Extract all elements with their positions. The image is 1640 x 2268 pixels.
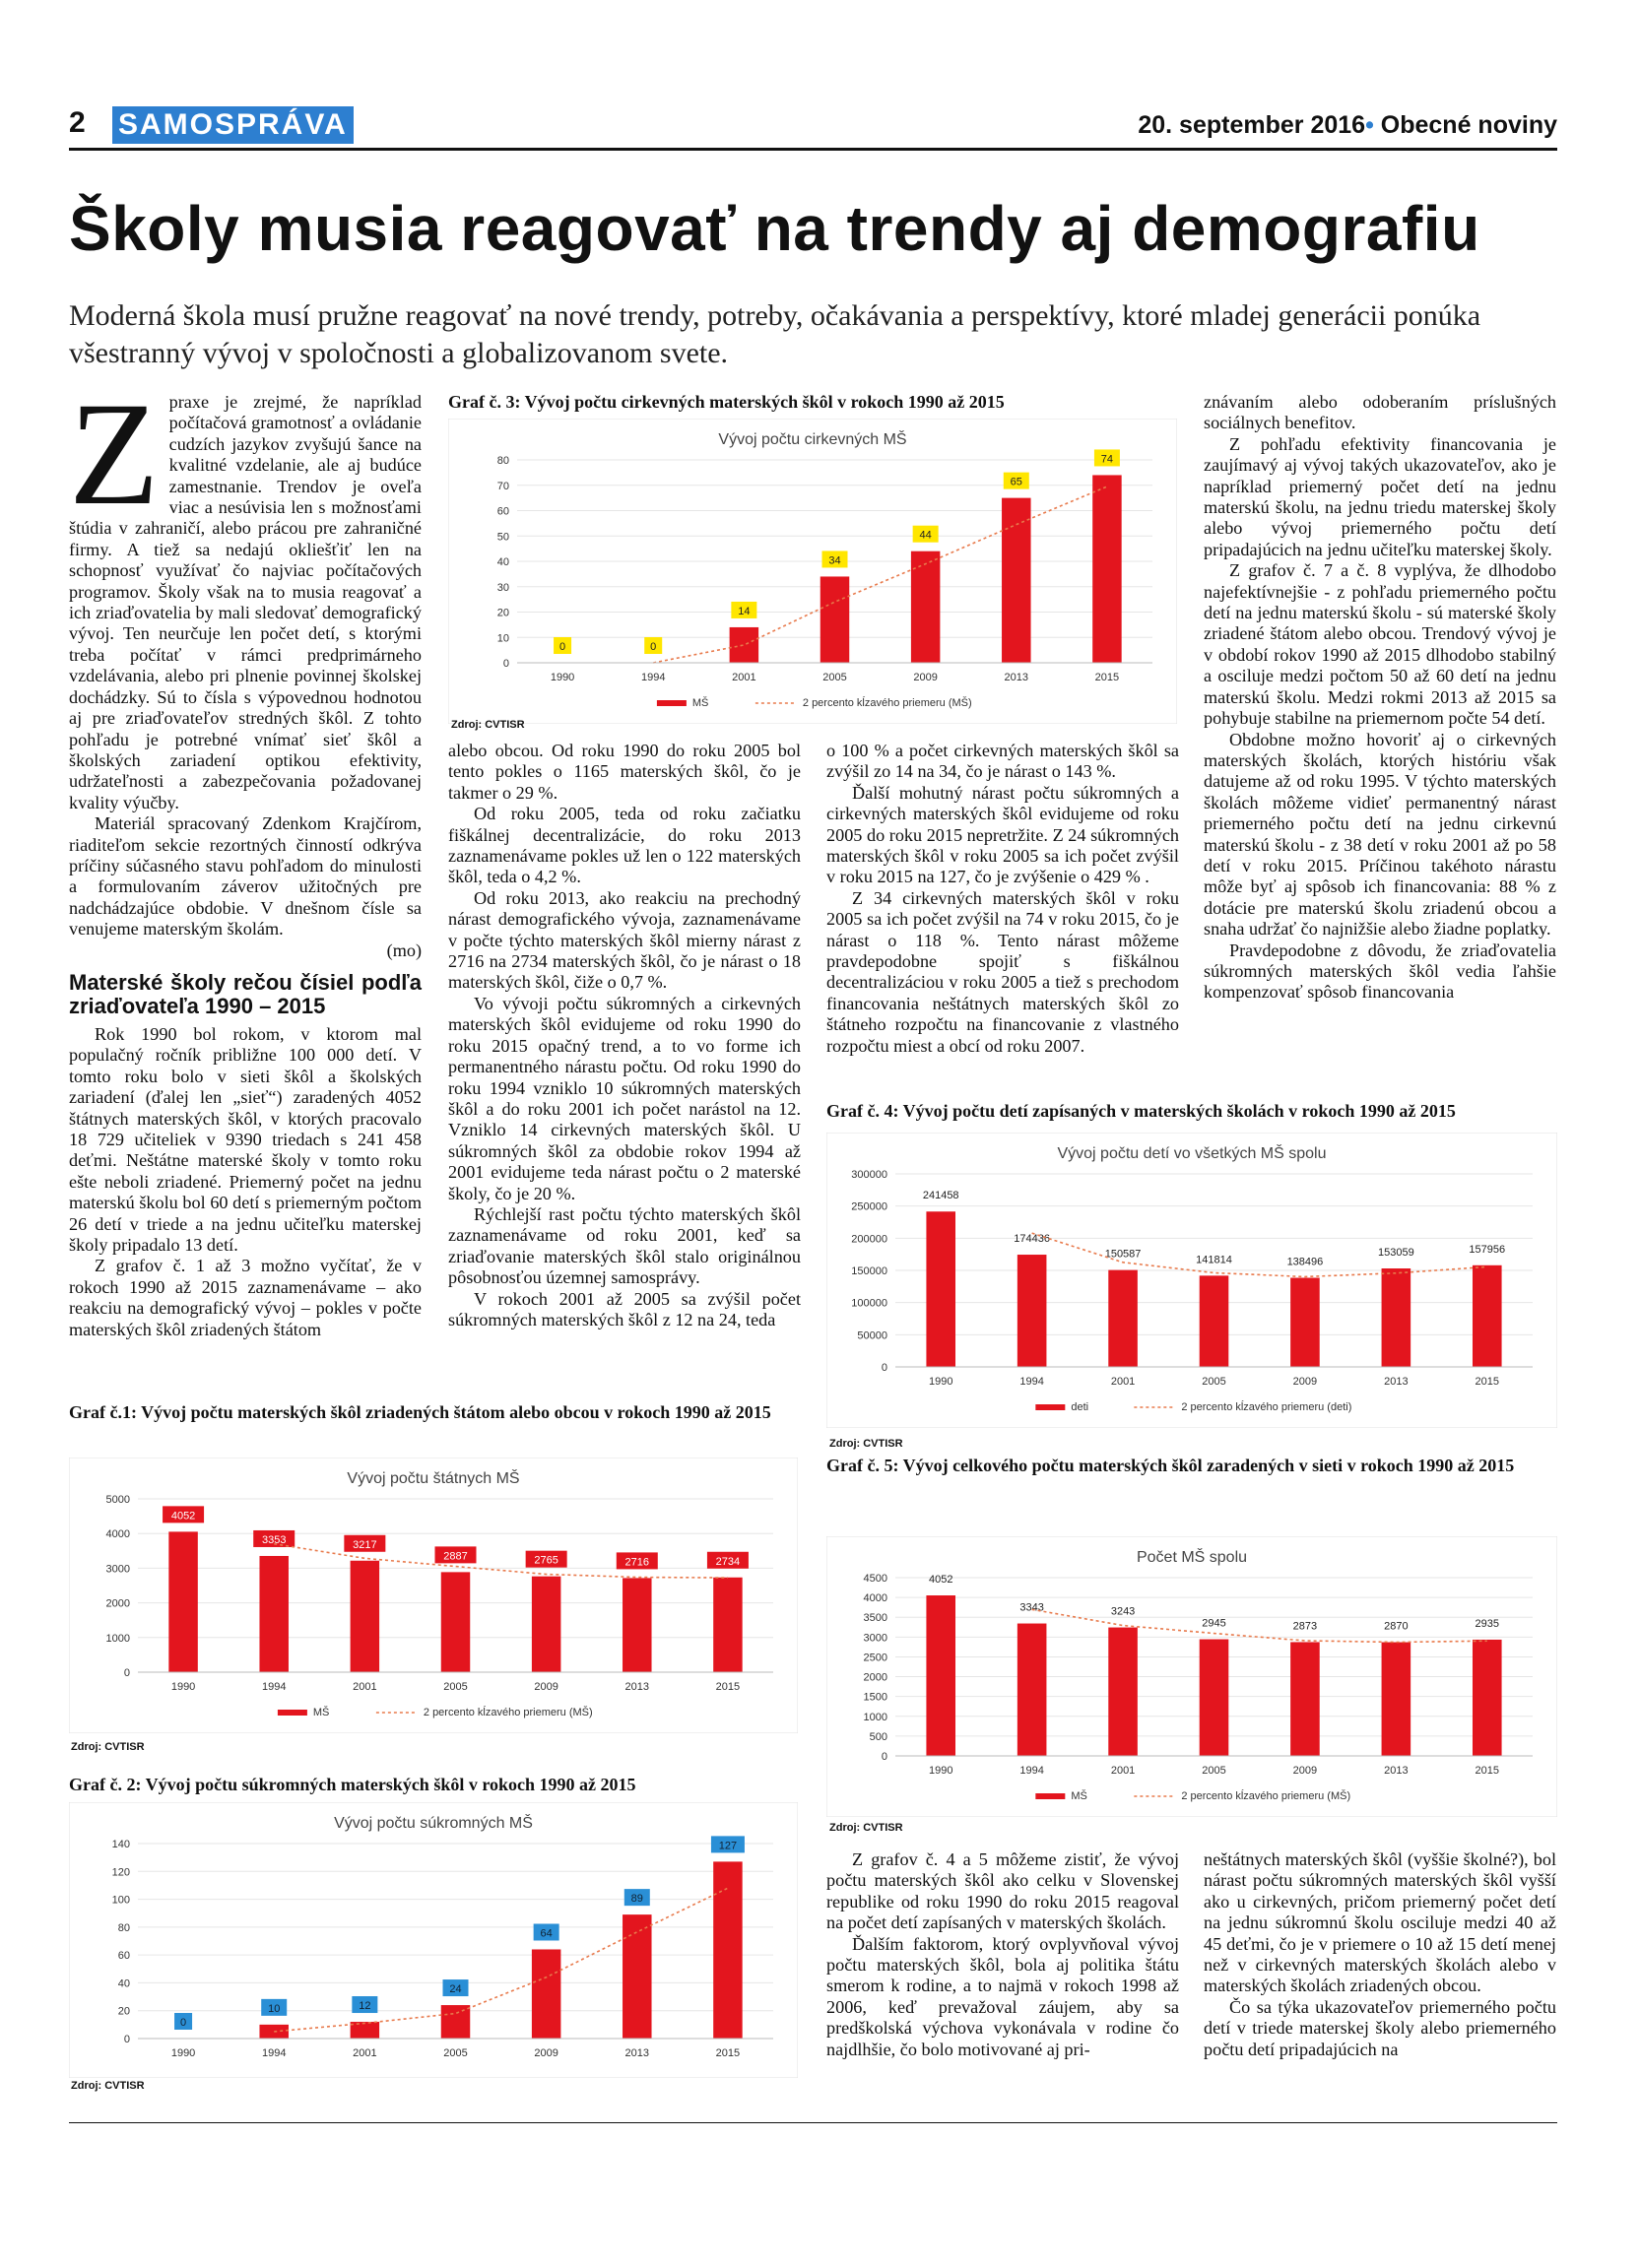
data-label: 174436 (1014, 1233, 1051, 1246)
data-label: 3353 (261, 1533, 287, 1546)
bar (441, 1572, 470, 1672)
y-tick-label: 50 (496, 531, 509, 544)
y-tick-label: 150000 (851, 1265, 887, 1277)
data-label: 3343 (1019, 1601, 1044, 1614)
legend-label: 2 percento kĺzavého priemeru (MŠ) (423, 1707, 593, 1718)
chart-graf-5 (826, 1536, 1557, 1817)
paragraph: Z pohľadu efektivity financovania je zaujímavý aj vývoj takých ukazovateľov, ako je napríklad priemerný počet detí na jednu materskú školu, na jednu triedu materskej školy alebo vývoj priemerného počtu detí pripadajúcich na jednu učiteľku materskej školy. (1204, 433, 1556, 559)
bar (1290, 1642, 1320, 1756)
paragraph: Ďalším faktorom, ktorý ovplyvňoval vývoj počtu materských škôl, bola aj politika štátu smerom k rodine, a to najmä v rokoch 1998 až 2006, keď prevažoval záujem, aby sa predškolská výchova vykonávala v rodine čo najdlhšie, čo bolo motivované aj pri- (826, 1933, 1179, 2059)
y-tick-label: 4000 (863, 1592, 887, 1605)
section-label: SAMOSPRÁVA (112, 106, 354, 144)
x-tick-label: 2015 (1475, 1765, 1500, 1777)
paragraph: Materiál spracovaný Zdenkom Krajčírom, riaditeľom sekcie rezortných činností odkrýva príčiny súčasného stavu pohľadom do minulosti a formulovaním záverov užitočných pre nadchádzajúce obdobie. V dnešnom čísle sa venujeme materským školám. (69, 813, 422, 940)
data-label: 141814 (1196, 1254, 1232, 1266)
data-label: 150587 (1104, 1248, 1142, 1261)
x-tick-label: 2005 (822, 672, 847, 683)
y-tick-label: 3000 (863, 1632, 887, 1645)
bar (168, 1531, 197, 1672)
chart-title: Vývoj počtu detí vo všetkých MŠ spolu (1057, 1145, 1327, 1162)
page-number: 2 (69, 106, 86, 139)
paragraph-text: praxe je zrejmé, že napríklad počítačová gramotnosť a ovládanie cudzích jazykov zvyšujú šance na kvalitné vzdelanie, ale aj budúce zamestnanie. Trendov je oveľa viac a nesúvisia len s možnosťami štúdia v zahraničí, alebo prácou pre zahraničné firmy. A tiež sa nedajú okliešťiť len na schopnosť využívať čo najviac počítačových programov. Školy však na to musia reagovať a ich zriaďovatelia by mali sledovať demografický vývoj. Ten neurčuje len počet detí, s ktorými treba počítať v rámci predprimárneho vzdelávania, alebo pri plnenie povinnej školskej dochádzky. Sú to čísla s výpovednou hodnotou aj pre zriaďovateľov stredných škôl. Z tohto pohľadu je potrebné vnímať sieť škôl a školských zariadení optikou efektivity, udržateľnosti a zabezpečovania požadovanej kvality výučby. (69, 392, 422, 812)
bar (1290, 1278, 1320, 1367)
data-label: 2945 (1202, 1617, 1226, 1630)
x-tick-label: 2001 (1110, 1376, 1136, 1388)
header-rule (69, 148, 1557, 151)
x-tick-label: 2009 (1292, 1765, 1318, 1777)
data-label: 0 (650, 641, 657, 653)
chart-title: Vývoj počtu cirkevných MŠ (718, 431, 907, 448)
x-tick-label: 1990 (928, 1765, 953, 1777)
paragraph: Pravdepodobne z dôvodu, že zriaďovatelia súkromných materských škôl vedia ľahšie kompenzovať spôsob financovania (1204, 940, 1556, 1003)
x-tick-label: 2013 (1004, 672, 1029, 683)
paragraph: Obdobne možno hovoriť aj o cirkevných materských školách, ktorých históriu však datujeme až od roku 1995. V týchto materských školách môžeme vidieť permanentný nárast priemerného počtu detí na jednu cirkevnú materskú školu - z 38 detí v roku 2001 až po 58 detí v roku 2015. Príčinou takéhoto nárastu môže byť aj spôsob ich financovania: 88 % z dotácie pre materskú školu zriadenú obcou a snaha udržať čo najnižšie alebo žiadne poplatky. (1204, 729, 1556, 940)
paragraph: znávaním alebo odoberaním príslušných sociálnych benefitov. (1204, 392, 1556, 433)
bar (1108, 1628, 1138, 1756)
x-tick-label: 2009 (1292, 1376, 1318, 1388)
data-label: 65 (1010, 476, 1022, 488)
article-column-2 (448, 741, 801, 1330)
chart-source: Zdroj: CVTISR (71, 1741, 145, 1753)
bar (1382, 1643, 1411, 1756)
y-tick-label: 100000 (851, 1297, 887, 1310)
data-label: 2870 (1384, 1620, 1409, 1633)
x-tick-label: 2005 (1202, 1376, 1226, 1388)
x-tick-label: 1990 (170, 1681, 196, 1693)
x-tick-label: 2001 (353, 2047, 377, 2059)
paragraph: Vo vývoji počtu súkromných a cirkevných materských škôl evidujeme od roku 1990 do roku 2015 opačný trend, a to vo forme ich permanentného nárastu počtu. Od roku 1990 do roku 1994 vzniklo 10 súkromných materských škôl a do roku 2001 ich počet narástol na 12. Vzniklo 14 cirkevných materských škôl. U súkromných škôl za obdobie rokov 1994 až 2001 evidujeme teda nárast počtu o 2 materské školy, čo je 20 %. (448, 993, 801, 1203)
bar (1473, 1265, 1502, 1367)
caption-graf-4: Graf č. 4: Vývoj počtu detí zapísaných v materských školách v rokoch 1990 až 2015 (826, 1101, 1456, 1121)
x-tick-label: 2015 (1475, 1376, 1500, 1388)
bar (1200, 1275, 1229, 1367)
paragraph: Z 34 cirkevných materských škôl v roku 2005 sa ich počet zvýšil na 74 v roku 2015, čo je nárast o 118 %. Tento nárast môžeme pravdepodobne spojiť s fiškálnou decentralizáciou v roku 2005 a tiež s prechodom financovania neštátnych materských škôl zo štátneho rozpočtu na financovanie z vlastného rozpočtu miest a obcí od roku 2007. (826, 887, 1179, 1056)
bar (1017, 1255, 1047, 1367)
paragraph: o 100 % a počet cirkevných materských škôl sa zvýšil zo 14 na 34, čo je nárast o 143 %. (826, 741, 1179, 782)
x-tick-label: 2015 (715, 2047, 741, 2059)
bar (1382, 1268, 1411, 1367)
footer-rule (69, 2122, 1557, 2123)
x-tick-label: 2013 (1384, 1765, 1409, 1777)
data-label: 0 (180, 2017, 187, 2029)
x-tick-label: 1994 (261, 2047, 287, 2059)
x-tick-label: 2013 (624, 2047, 650, 2059)
y-tick-label: 4500 (863, 1573, 887, 1585)
y-tick-label: 3500 (863, 1612, 887, 1625)
caption-graf-3: Graf č. 3: Vývoj počtu cirkevných materských škôl v rokoch 1990 až 2015 (448, 392, 1005, 412)
paragraph: Z grafov č. 1 až 3 možno vyčítať, že v rokoch 1990 až 2015 zaznamenávame – ako reakciu na demografický vývoj – pokles v počte materských škôl zriadených štátom (69, 1256, 422, 1339)
data-label: 2887 (443, 1550, 468, 1563)
data-label: 0 (559, 641, 566, 653)
x-tick-label: 1994 (640, 672, 666, 683)
paragraph: neštátnych materských škôl (vyššie školné?), bol nárast počtu súkromných materských škôl vyšší ako u cirkevných, pričom priemerný počet detí na jednu súkromnú školu osciluje medzi 40 až 45 deťmi, čo je v priemere o 10 až 15 detí menej než v cirkevných materských školách alebo v materských školách zriadených obcou. (1204, 1849, 1556, 1996)
bar (926, 1211, 955, 1367)
x-tick-label: 2009 (913, 672, 938, 683)
caption-graf-2: Graf č. 2: Vývoj počtu súkromných materských škôl v rokoch 1990 až 2015 (69, 1775, 636, 1794)
x-tick-label: 2001 (732, 672, 756, 683)
bar (1017, 1624, 1047, 1756)
paragraph: Rok 1990 bol rokom, v ktorom mal populačný ročník približne 100 000 detí. V tomto roku bolo v sieti škôl a školských zariadení (ďalej len „sieť“) zaradených 4052 štátnych materských škôl, v ktorých pracovalo 18 729 učiteliek v 9390 triedach s 241 458 deťmi. Neštátne materské školy v tomto roku ešte neboli zriadené. Priemerný počet na jednu materskú školu bol 60 detí s priemerným počtom 26 detí v triede a na jednu učiteľku materskej školy pripadalo 13 detí. (69, 1023, 422, 1256)
x-tick-label: 1994 (1019, 1765, 1044, 1777)
paragraph: Rýchlejší rast počtu týchto materských škôl zaznamenávame od roku 2001, keď sa zriaďovanie materských škôl stalo originálnou pôsobnosťou územnej samosprávy. (448, 1203, 801, 1288)
y-tick-label: 1000 (105, 1632, 130, 1645)
y-tick-label: 0 (881, 1751, 887, 1763)
y-tick-label: 0 (123, 2034, 130, 2045)
legend-label: 2 percento kĺzavého priemeru (MŠ) (802, 697, 972, 709)
bar (351, 1561, 379, 1672)
data-label: 241458 (922, 1190, 959, 1202)
y-tick-label: 2000 (863, 1671, 887, 1684)
y-tick-label: 80 (117, 1921, 130, 1934)
data-label: 10 (268, 2002, 281, 2015)
y-tick-label: 4000 (105, 1528, 130, 1541)
y-tick-label: 0 (123, 1667, 130, 1679)
headline: Školy musia reagovať na trendy aj demografiu (69, 193, 1480, 264)
y-tick-label: 2000 (105, 1597, 130, 1610)
chart-title: Vývoj počtu súkromných MŠ (334, 1815, 533, 1832)
y-tick-label: 3000 (105, 1563, 130, 1576)
y-tick-label: 500 (869, 1730, 887, 1743)
separator-dot: • (1365, 111, 1374, 139)
x-tick-label: 2001 (353, 1681, 377, 1693)
issue-info (1138, 111, 1557, 140)
paragraph: Ďalší mohutný nárast počtu súkromných a cirkevných materských škôl evidujeme od roku 2005 do roku 2015 nepretržite. Z 24 súkromných materských škôl v roku 2005 sa ich počet zvýšil v roku 2015 na 127, čo je zvýšenie o 429 % . (826, 782, 1179, 887)
x-tick-label: 1990 (928, 1376, 953, 1388)
data-label: 157956 (1469, 1243, 1506, 1256)
chart-graf-3 (448, 419, 1177, 724)
x-tick-label: 1990 (170, 2047, 196, 2059)
paragraph: Od roku 2005, teda od roku začiatku fiškálnej decentralizácie, do roku 2013 zaznamenávame pokles už len o 122 materských škôl, teda o 4,2 %. (448, 804, 801, 887)
bar (623, 1914, 651, 2039)
data-label: 2765 (534, 1554, 558, 1567)
bar (532, 1577, 560, 1672)
y-tick-label: 1000 (863, 1711, 887, 1723)
caption-graf-5: Graf č. 5: Vývoj celkového počtu materských škôl zaradených v sieti v rokoch 1990 až 2015 (826, 1456, 1515, 1475)
data-label: 4052 (928, 1574, 953, 1587)
y-tick-label: 40 (117, 1977, 130, 1990)
x-tick-label: 2005 (443, 1681, 468, 1693)
paragraph: Čo sa týka ukazovateľov priemerného počtu detí v triede materskej školy alebo priemerného počtu detí pripadajúcich na (1204, 1996, 1556, 2059)
legend-label: MŠ (691, 697, 709, 709)
paragraph: alebo obcou. Od roku 1990 do roku 2005 bol tento pokles o 1165 materských škôl, čo je takmer o 29 %. (448, 741, 801, 803)
x-tick-label: 2005 (1202, 1765, 1226, 1777)
y-tick-label: 20 (117, 2005, 130, 2018)
legend-label: MŠ (312, 1707, 330, 1718)
x-tick-label: 2015 (715, 1681, 741, 1693)
data-label: 153059 (1377, 1247, 1414, 1260)
newspaper-name: Obecné noviny (1380, 111, 1557, 139)
y-tick-label: 50000 (857, 1329, 887, 1342)
data-label: 34 (828, 554, 841, 567)
y-tick-label: 120 (111, 1866, 130, 1879)
paragraph (69, 372, 422, 813)
y-tick-label: 200000 (851, 1233, 887, 1246)
bar (259, 1556, 288, 1672)
y-tick-label: 1500 (863, 1691, 887, 1704)
y-tick-label: 20 (496, 607, 509, 619)
legend-swatch (1035, 1793, 1065, 1799)
paragraph: Z grafov č. 7 a č. 8 vyplýva, že dlhodobo najefektívnejšie - z pohľadu priemerného počtu detí na jednu materskú školu - sú materské školy zriadené štátom alebo obcou. Trendový vývoj je v období rokov 1990 až 2015 dlhodobo stabilný a osciluje medzi počtom 50 až 60 detí na jednu materskú školu. Medzi rokmi 2013 až 2015 sa pohybuje stabilne na priemernom počte 54 detí. (1204, 560, 1556, 729)
bar (1092, 475, 1121, 663)
drop-cap: Z (69, 372, 160, 536)
article-column-1 (69, 372, 422, 1340)
legend-label: MŠ (1071, 1790, 1087, 1802)
data-label: 44 (919, 529, 932, 542)
chart-source: Zdroj: CVTISR (829, 1822, 903, 1834)
data-label: 89 (630, 1893, 643, 1906)
chart-title: Vývoj počtu štátnych MŠ (347, 1470, 520, 1487)
legend-swatch (1035, 1404, 1065, 1410)
x-tick-label: 2005 (443, 2047, 468, 2059)
y-tick-label: 0 (502, 658, 509, 670)
bar (532, 1949, 560, 2039)
legend-label: 2 percento kĺzavého priemeru (MŠ) (1181, 1790, 1351, 1802)
data-label: 74 (1100, 453, 1114, 466)
data-label: 2873 (1292, 1620, 1318, 1633)
article-column-4-bottom (1204, 1849, 1556, 2060)
x-tick-label: 1994 (1019, 1376, 1044, 1388)
chart-graf-1 (69, 1458, 798, 1733)
article-column-3-bottom (826, 1849, 1179, 2060)
chart-graf-2 (69, 1802, 798, 2078)
caption-graf-1: Graf č.1: Vývoj počtu materských škôl zriadených štátom alebo obcou v rokoch 1990 až 2015 (69, 1402, 771, 1422)
paragraph: Z grafov č. 4 a 5 môžeme zistiť, že vývoj počtu materských škôl ako celku v Slovenskej republike od roku 1990 do roku 2015 reagoval na počet detí zapísaných v materských školách. (826, 1849, 1179, 1933)
chart-source: Zdroj: CVTISR (829, 1438, 903, 1450)
y-tick-label: 10 (496, 632, 509, 645)
data-label: 4052 (170, 1510, 196, 1523)
y-tick-label: 70 (496, 480, 509, 492)
data-label: 3217 (353, 1538, 377, 1551)
signature: (mo) (386, 940, 422, 960)
bar (1200, 1640, 1229, 1756)
x-tick-label: 2009 (534, 2047, 558, 2059)
bar (623, 1578, 651, 1672)
paragraph: Od roku 2013, ako reakciu na prechodný nárast demografického vývoja, zaznamenávame v počte týchto materských škôl mierny nárast z 2716 na 2734 materských škôl, čo je nárast o 18 materských škôl, čiže o 0,7 %. (448, 887, 801, 993)
x-tick-label: 2001 (1110, 1765, 1136, 1777)
data-label: 24 (449, 1983, 462, 1996)
chart-title: Počet MŠ spolu (1136, 1549, 1248, 1566)
y-tick-label: 60 (496, 505, 509, 518)
article-column-3 (826, 741, 1179, 1057)
bar (351, 2022, 379, 2039)
y-tick-label: 30 (496, 581, 509, 594)
y-tick-label: 250000 (851, 1200, 887, 1213)
x-tick-label: 2013 (624, 1681, 650, 1693)
legend-swatch (657, 700, 687, 706)
data-label: 14 (738, 605, 751, 617)
chart-source: Zdroj: CVTISR (451, 719, 525, 731)
bar (713, 1861, 742, 2039)
article-column-4 (1204, 392, 1556, 1004)
bar (1473, 1640, 1502, 1756)
legend-label: 2 percento kĺzavého priemeru (deti) (1181, 1401, 1352, 1413)
y-tick-label: 80 (496, 455, 509, 467)
y-tick-label: 60 (117, 1950, 130, 1963)
y-tick-label: 100 (111, 1894, 130, 1907)
y-tick-label: 5000 (105, 1494, 130, 1506)
y-tick-label: 140 (111, 1839, 130, 1850)
legend-label: deti (1071, 1401, 1089, 1413)
bar (1002, 498, 1030, 663)
chart-graf-4 (826, 1133, 1557, 1428)
bar (820, 576, 849, 663)
data-label: 3243 (1110, 1605, 1136, 1618)
paragraph: V rokoch 2001 až 2005 sa zvýšil počet súkromných materských škôl z 12 na 24, teda (448, 1288, 801, 1329)
bar (1108, 1270, 1138, 1367)
x-tick-label: 2009 (534, 1681, 558, 1693)
data-label: 2734 (715, 1555, 741, 1568)
data-label: 138496 (1286, 1256, 1324, 1268)
data-label: 64 (540, 1927, 553, 1940)
y-tick-label: 40 (496, 556, 509, 568)
subheading: Materské školy rečou čísiel podľa zriaďovateľa 1990 – 2015 (69, 969, 422, 1018)
lead-paragraph: Moderná škola musí pružne reagovať na nové trendy, potreby, očakávania a perspektívy, ktoré mladej generácii ponúka všestranný vývoj v spoločnosti a globalizovanom svete. (69, 299, 1481, 369)
y-tick-label: 300000 (851, 1169, 887, 1181)
data-label: 2716 (624, 1556, 650, 1569)
chart-source: Zdroj: CVTISR (71, 2080, 145, 2092)
x-tick-label: 2013 (1384, 1376, 1409, 1388)
x-tick-label: 1994 (261, 1681, 287, 1693)
bar (713, 1578, 742, 1672)
bar (441, 2005, 470, 2039)
x-tick-label: 2015 (1094, 672, 1120, 683)
legend-swatch (278, 1710, 307, 1716)
issue-date: 20. september 2016 (1138, 111, 1366, 139)
data-label: 12 (359, 2000, 371, 2013)
y-tick-label: 2500 (863, 1652, 887, 1664)
y-tick-label: 0 (881, 1362, 887, 1374)
bar (730, 627, 758, 663)
x-tick-label: 1990 (550, 672, 575, 683)
data-label: 2935 (1475, 1617, 1500, 1630)
data-label: 127 (718, 1840, 738, 1852)
bar (926, 1595, 955, 1756)
